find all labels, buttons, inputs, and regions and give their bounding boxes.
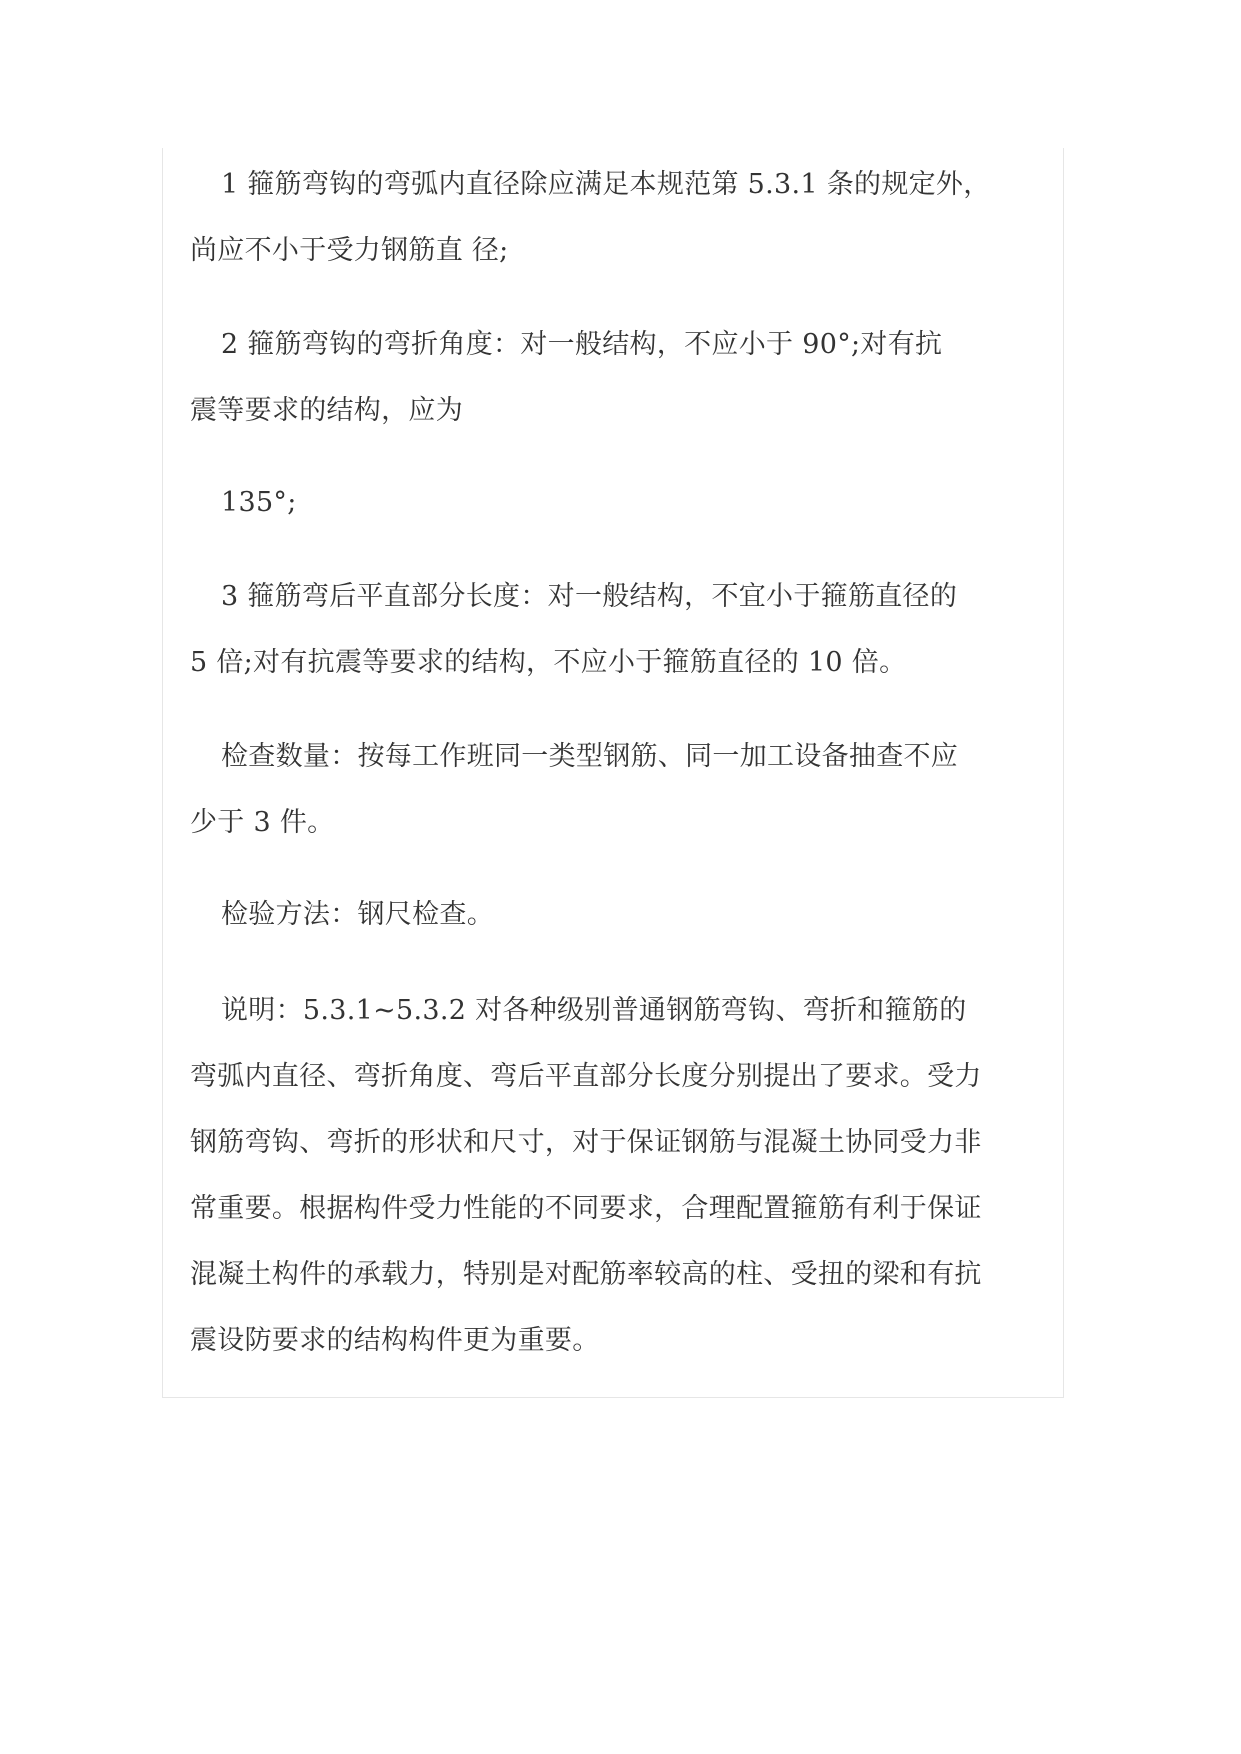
text-line: 尚应不小于受力钢筋直 径; [190, 235, 509, 266]
text-line: 1 箍筋弯钩的弯弧内直径除应满足本规范第 5.3.1 条的规定外， [221, 169, 991, 200]
text-line: 2 箍筋弯钩的弯折角度：对一般结构，不应小于 90°;对有抗 [221, 329, 943, 360]
text-line: 135°; [221, 487, 297, 518]
text-line: 检验方法：钢尺检查。 [221, 899, 494, 930]
paragraph-stirrup-hook-diameter [163, 152, 1063, 284]
text-line: 震等要求的结构，应为 [190, 395, 463, 426]
document-content-box [162, 148, 1064, 1398]
text-line: 弯弧内直径、弯折角度、弯后平直部分长度分别提出了要求。受力 [190, 1061, 982, 1092]
paragraph-straight-length [163, 564, 1063, 696]
text-line: 5 倍;对有抗震等要求的结构，不应小于箍筋直径的 10 倍。 [190, 647, 907, 678]
text-line: 少于 3 件。 [190, 807, 335, 838]
paragraph-stirrup-hook-angle [163, 312, 1063, 444]
text-line: 震设防要求的结构构件更为重要。 [190, 1325, 600, 1356]
text-line: 说明：5.3.1~5.3.2 对各种级别普通钢筋弯钩、弯折和箍筋的 [221, 995, 967, 1026]
paragraph-inspection-quantity [163, 724, 1063, 856]
text-line: 钢筋弯钩、弯折的形状和尺寸，对于保证钢筋与混凝土协同受力非 [190, 1127, 982, 1158]
text-line: 检查数量：按每工作班同一类型钢筋、同一加工设备抽查不应 [221, 741, 959, 772]
paragraph-explanation [163, 978, 1063, 1374]
text-line: 混凝土构件的承载力，特别是对配筋率较高的柱、受扭的梁和有抗 [190, 1259, 982, 1290]
paragraph-angle-value [163, 470, 1063, 536]
text-line: 3 箍筋弯后平直部分长度：对一般结构，不宜小于箍筋直径的 [221, 581, 958, 612]
paragraph-inspection-method [163, 882, 1063, 948]
text-line: 常重要。根据构件受力性能的不同要求，合理配置箍筋有利于保证 [190, 1193, 982, 1224]
